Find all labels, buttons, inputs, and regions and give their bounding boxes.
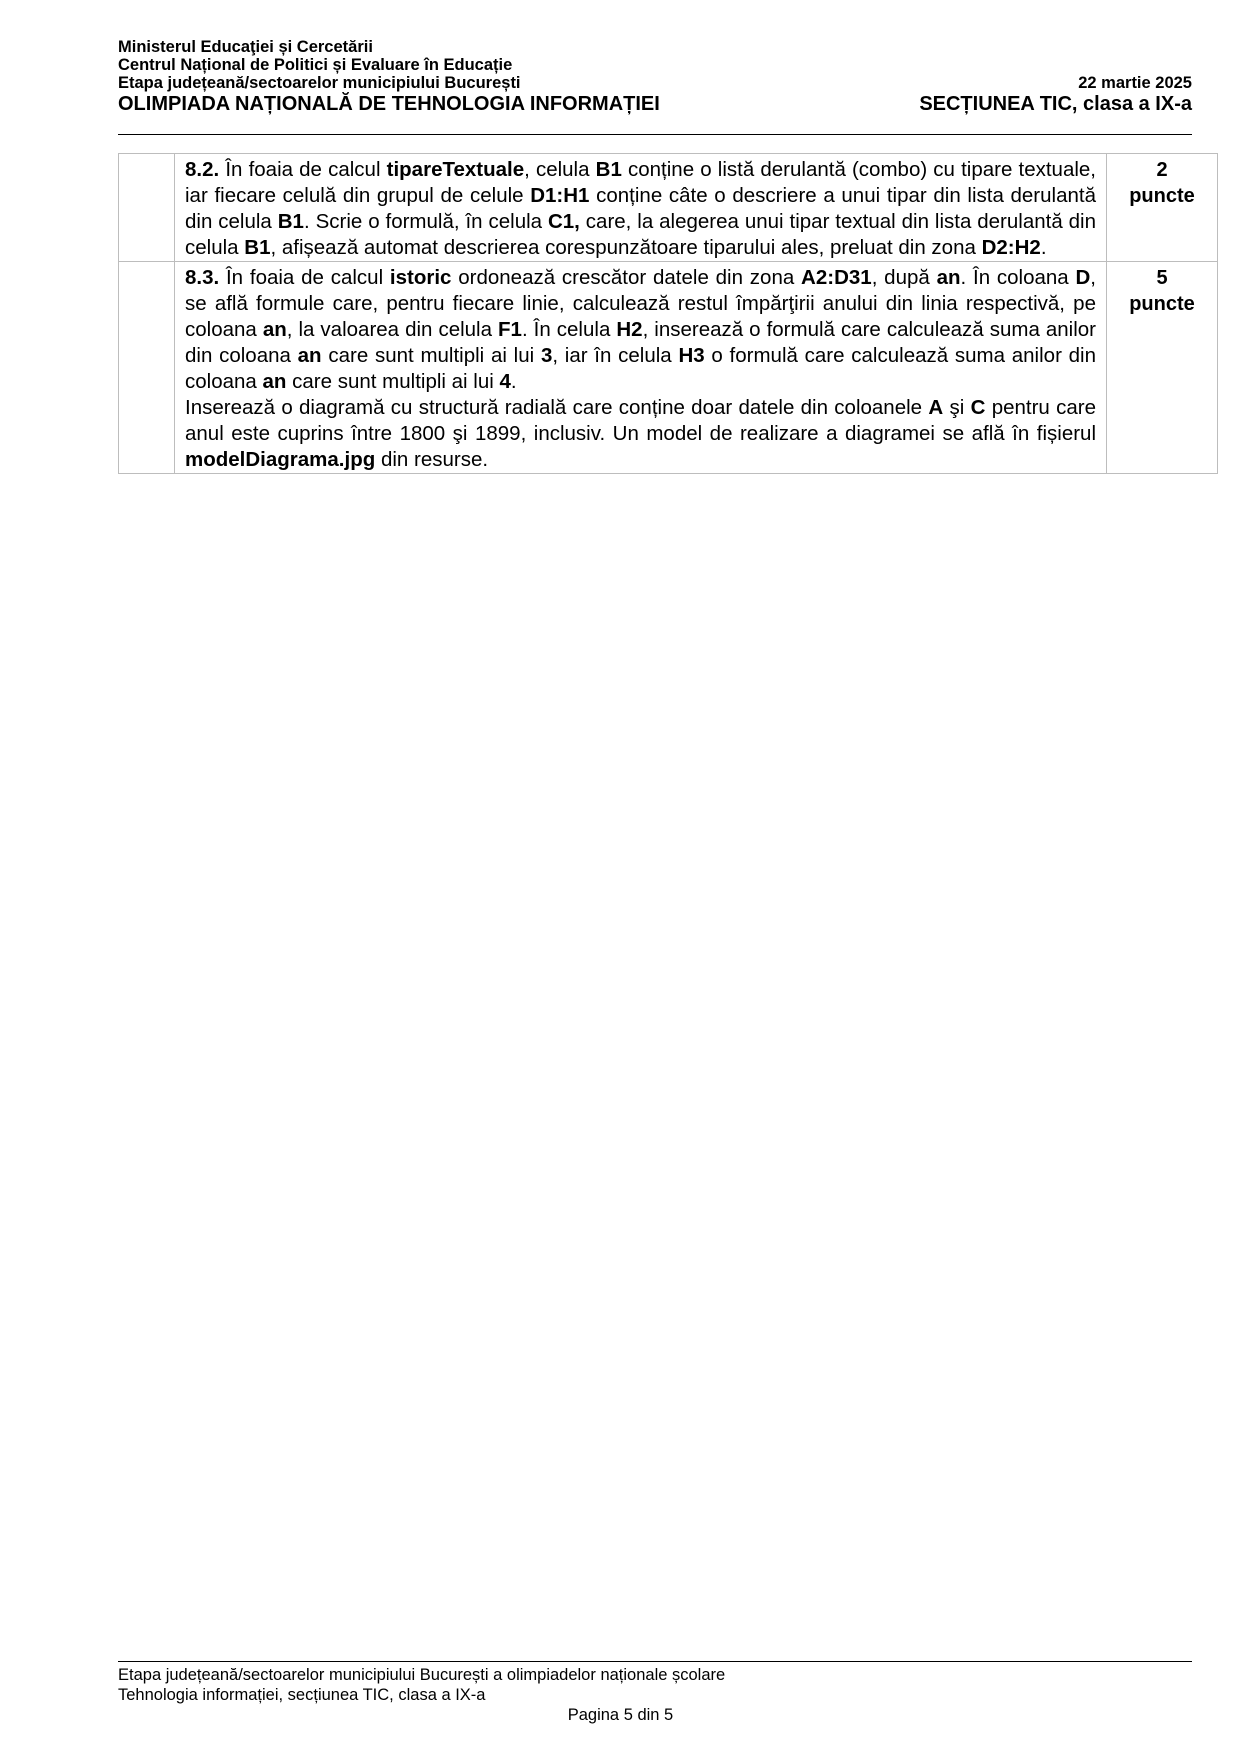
task-8-2-text: 8.2. În foaia de calcul tipareTextuale, celula B1 conține o listă derulantă (combo) cu tipare textuale, iar fiecare celulă din grupul de celule D1:H1 conține câte o descriere a unui tipar din lista derulantă din celula B1. Scrie o formulă, în celula C1, care, la alegerea unui tipar textual din lista derulantă din celula B1, afișează automat descrierea corespunzătoare tiparului ales, preluat din zona D2:H2. — [185, 158, 1097, 259]
empty-cell — [119, 262, 175, 474]
center-name: Centrul Național de Politici și Evaluare în Educație — [118, 56, 513, 74]
points-cell — [1107, 154, 1218, 262]
tasks-table — [118, 153, 1218, 474]
points-unit: puncte — [1129, 185, 1195, 207]
stage-row — [118, 74, 1192, 92]
empty-cell — [119, 154, 175, 262]
page-footer — [118, 1661, 1192, 1705]
task-text-cell — [175, 262, 1107, 474]
page-number: Pagina 5 din 5 — [567, 1706, 674, 1724]
footer-stage: Etapa județeană/sectoarelor municipiului București a olimpiadelor naționale școlare — [118, 1666, 726, 1684]
stage-name: Etapa județeană/sectoarelor municipiului București — [118, 74, 521, 92]
olympiad-title: OLIMPIADA NAȚIONALĂ DE TEHNOLOGIA INFORMAȚIEI — [118, 93, 660, 115]
section-title: SECȚIUNEA TIC, clasa a IX-a — [919, 93, 1192, 115]
task-row — [119, 262, 1218, 474]
task-text-cell — [175, 154, 1107, 262]
header-divider — [118, 134, 1192, 135]
task-row — [119, 154, 1218, 262]
page-header — [118, 38, 1192, 116]
task-8-3-chart-text: Inserează o diagramă cu structură radială care conține doar datele din coloanele A şi C pentru care anul este cuprins între 1800 şi 1899, inclusiv. Un model de realizare a diagramei se află în fișierul modelDiagrama.jpg din resurse. — [185, 396, 1097, 471]
points-unit: puncte — [1129, 293, 1195, 315]
points-cell — [1107, 262, 1218, 474]
points-value: 5 — [1156, 267, 1168, 289]
points-value: 2 — [1156, 159, 1168, 181]
title-row — [118, 92, 1192, 116]
exam-date: 22 martie 2025 — [1078, 74, 1192, 92]
task-8-3-text: 8.3. În foaia de calcul istoric ordonează crescător datele din zona A2:D31, după an. În coloana D, se află formule care, pentru fiecare linie, calculează restul împărţirii anului din linia respectivă, pe coloana an, la valoarea din celula F1. În celula H2, inserează o formulă care calculează suma anilor din coloana an care sunt multipli ai lui 3, iar în celula H3 o formulă care calculează suma anilor din coloana an care sunt multipli ai lui 4. — [185, 266, 1096, 393]
footer-subject: Tehnologia informației, secțiunea TIC, clasa a IX-a — [118, 1686, 486, 1704]
ministry-name: Ministerul Educaţiei și Cercetării — [118, 38, 373, 56]
